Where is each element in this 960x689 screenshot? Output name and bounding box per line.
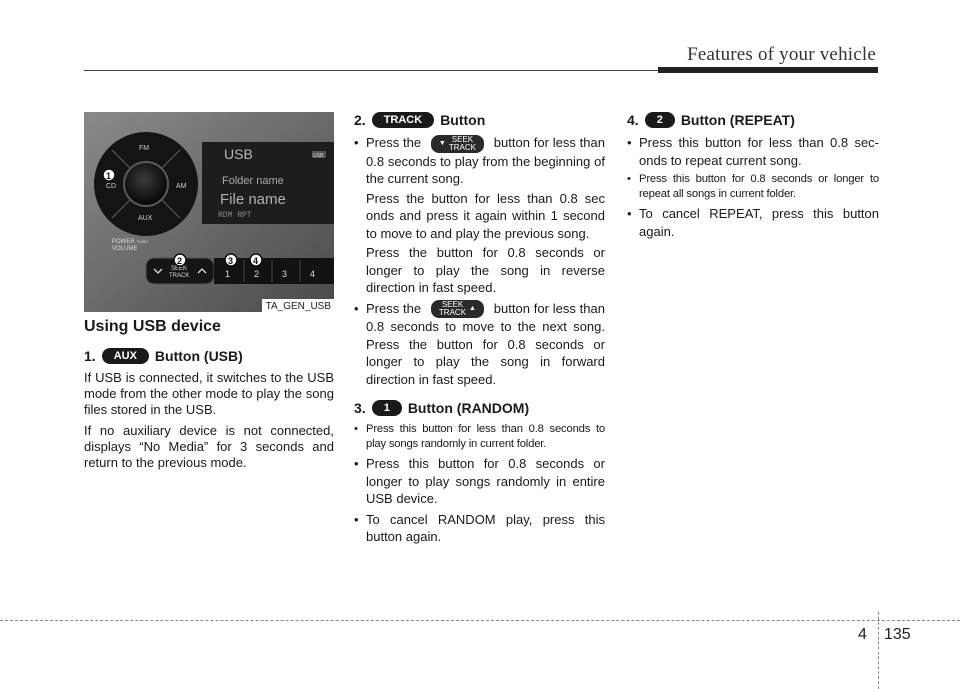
svg-text:3: 3 (228, 256, 234, 266)
heading-number: 3. (354, 400, 366, 417)
heading-track-button (354, 112, 605, 128)
footer-rule (0, 620, 960, 621)
page-header-title: Features of your vehicle (687, 44, 876, 65)
preset-1[interactable]: 1 (225, 269, 231, 279)
fm-button-label[interactable]: FM (139, 145, 150, 152)
preset-3[interactable]: 3 (282, 269, 288, 279)
list-item: • Press this button for less than 0.8 sec- onds to repeat current song. (627, 134, 879, 169)
page-number: 135 (884, 626, 911, 643)
heading-random-button (354, 400, 605, 416)
heading-label: Button (USB) (154, 348, 243, 364)
preset-4[interactable]: 4 (310, 269, 316, 279)
callout-3 (225, 254, 237, 266)
seek-track-up-key: SEEK TRACK ▲ (431, 300, 484, 318)
car-radio-illustration (84, 112, 334, 312)
heading-label: Button (REPEAT) (680, 112, 795, 128)
svg-text:1: 1 (106, 171, 112, 181)
callout-4 (250, 254, 262, 266)
push-label: PUSH (137, 239, 149, 244)
radio-usb-figure (84, 112, 334, 312)
display-badge: USB (313, 153, 324, 159)
footer-divider (878, 612, 879, 689)
chapter-number: 4 (858, 626, 867, 643)
list-item: • Press this button for 0.8 seconds or longer to play songs randomly in entire USB device. (354, 455, 605, 508)
aux-button-label[interactable]: AUX (138, 215, 153, 222)
bullet-continuation: Press the button for less than 0.8 sec onds and press it again within 1 second to move to and play the previous song. (366, 190, 605, 241)
figure-caption: TA_GEN_USB (262, 299, 334, 312)
paragraph-no-media: If no auxiliary device is not connected, displays “No Media” for 3 seconds and return to the previous mode. (84, 423, 334, 470)
svg-text:2: 2 (177, 256, 183, 266)
preset-2-key-badge: 2 (645, 112, 675, 128)
display-source: USB (224, 146, 253, 162)
triangle-up-icon: ▲ (469, 305, 476, 313)
header-bar (658, 67, 878, 73)
list-item: • To cancel RANDOM play, press this button again. (354, 511, 605, 546)
column-1 (84, 112, 334, 476)
list-item: • Press this button for 0.8 seconds or longer to repeat all songs in current folder. (627, 172, 879, 202)
callout-1 (103, 169, 115, 181)
repeat-bullets (627, 134, 879, 240)
bullet-seek-up: • Press the SEEK TRACK ▲ button for less than 0.8 seconds to move to the next song. Press the button for 0.8 seconds or longer to play the song in forward direction in fast speed. (354, 300, 605, 389)
list-item: • Press this button for less than 0.8 seconds to play songs randomly in current folder. (354, 422, 605, 452)
column-3 (627, 112, 879, 252)
preset-2[interactable]: 2 (254, 269, 260, 279)
bullet-seek-down: • Press the ▼ SEEK TRACK button for less than 0.8 seconds to play from the beginning of the current song. Press the button for less than 0.8 sec onds and press it again within 1 second to move to and play the previous song. Press the button for 0.8 seconds or longer to play the song in reverse direction in fast speed. (354, 134, 605, 297)
bullet-continuation: Press the button for 0.8 seconds or longer to play the song in reverse direction in fast speed. (366, 245, 605, 296)
heading-number: 2. (354, 112, 366, 128)
rocker-seek-label: SEEK (171, 266, 188, 272)
volume-knob[interactable] (124, 162, 168, 206)
heading-repeat-button (627, 112, 879, 128)
track-key-badge: TRACK (372, 112, 435, 128)
triangle-down-icon: ▼ (438, 139, 446, 147)
svg-text:4: 4 (253, 256, 259, 266)
header-rule (84, 70, 662, 71)
callout-2 (174, 254, 186, 266)
display-modes: RDM RPT (218, 211, 252, 220)
aux-key-badge: AUX (102, 348, 149, 364)
list-item: • To cancel REPEAT, press this button again. (627, 205, 879, 240)
column-2 (354, 112, 605, 558)
heading-number: 1. (84, 348, 96, 364)
power-label: POWER (112, 239, 135, 245)
rocker-track-label: TRACK (169, 273, 190, 279)
heading-label: Button (RANDOM) (407, 400, 530, 417)
track-bullets (354, 134, 605, 388)
heading-label: Button (440, 112, 486, 128)
heading-aux-button (84, 348, 334, 364)
section-title: Using USB device (84, 318, 221, 335)
display-folder: Folder name (222, 175, 284, 187)
random-bullets (354, 422, 605, 546)
preset-1-key-badge: 1 (372, 400, 402, 416)
seek-track-down-key: ▼ SEEK TRACK (431, 135, 484, 153)
display-file: File name (220, 191, 286, 208)
volume-label: VOLUME (112, 246, 138, 252)
heading-number: 4. (627, 112, 639, 128)
am-button-label[interactable]: AM (176, 183, 187, 190)
paragraph-usb-connected: If USB is connected, it switches to the USB mode from the other mode to play the song files stored in the USB. (84, 370, 334, 417)
cd-button-label[interactable]: CD (106, 183, 117, 190)
